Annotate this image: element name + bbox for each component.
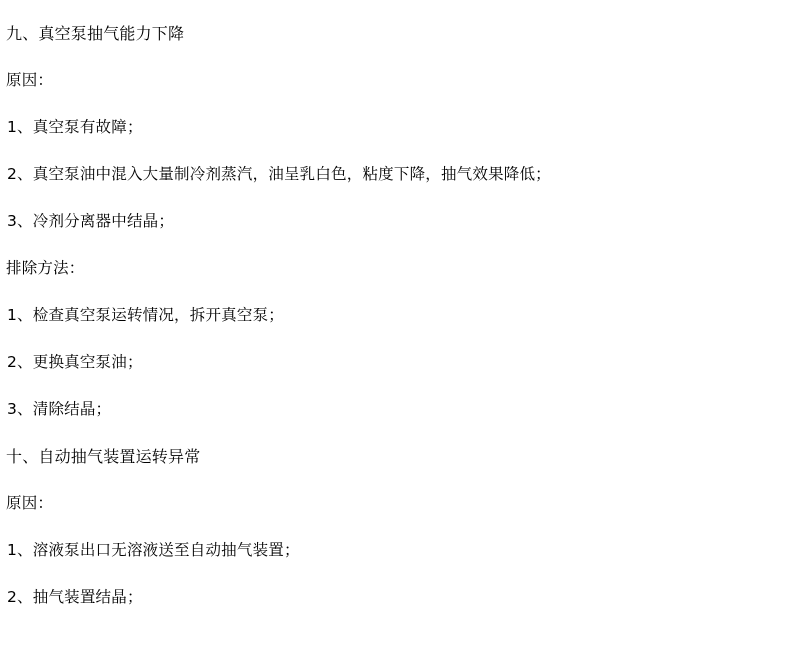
cause-item-10-2: 2、抽气装置结晶； — [7, 588, 143, 606]
remedy-item-9-2: 2、更换真空泵油； — [7, 353, 143, 371]
causes-label-ten: 原因： — [6, 494, 54, 512]
section-heading-nine: 九、真空泵抽气能力下降 — [6, 24, 185, 43]
cause-item-9-2: 2、真空泵油中混入大量制冷剂蒸汽，油呈乳白色，粘度下降，抽气效果降低； — [7, 165, 551, 183]
section-heading-ten: 十、自动抽气装置运转异常 — [6, 447, 201, 466]
remedy-item-9-1: 1、检查真空泵运转情况，拆开真空泵； — [7, 306, 284, 324]
cause-item-9-3: 3、冷剂分离器中结晶； — [7, 212, 175, 230]
causes-label-nine: 原因： — [6, 71, 54, 89]
remedy-label-nine: 排除方法： — [6, 259, 85, 277]
cause-item-9-1: 1、真空泵有故障； — [7, 118, 143, 136]
remedy-item-9-3: 3、清除结晶； — [7, 400, 112, 418]
cause-item-10-1: 1、溶液泵出口无溶液送至自动抽气装置； — [7, 541, 300, 559]
